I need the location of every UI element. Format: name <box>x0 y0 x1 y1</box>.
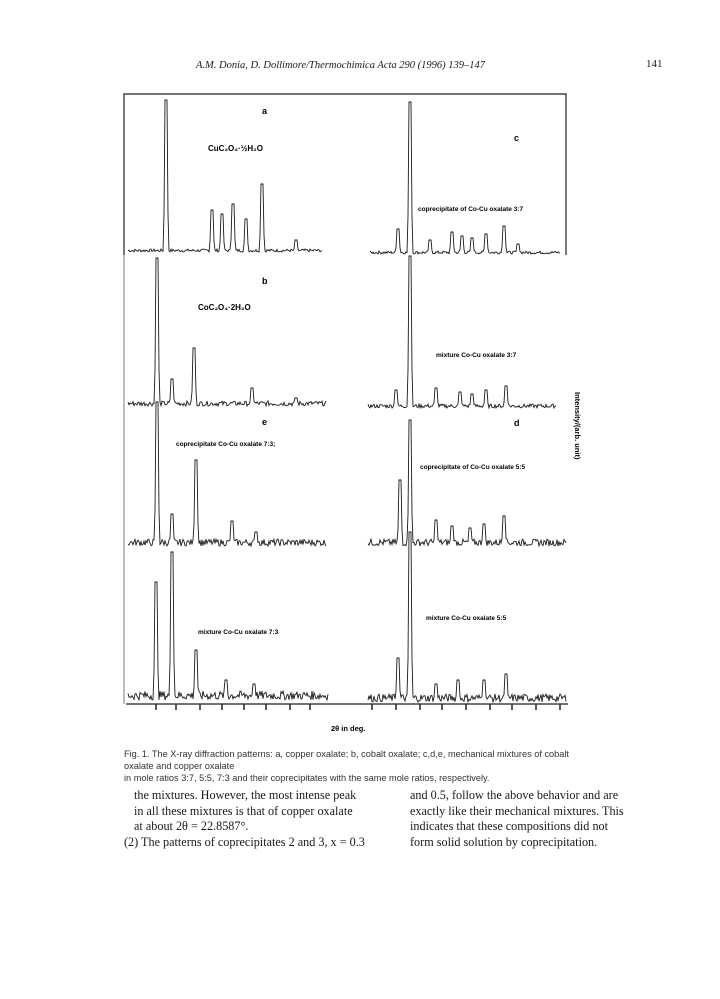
figure-caption <box>124 748 598 784</box>
page-number: 141 <box>646 58 663 70</box>
panel-label-mixture-7-3: mixture Co-Cu oxalate 7:3 <box>198 629 279 636</box>
trace-c <box>370 102 560 254</box>
x-axis-ticks <box>156 704 560 710</box>
figure-frame <box>124 94 566 255</box>
panel-label-d: coprecipitate of Co-Cu oxalate 5:5 <box>420 464 526 471</box>
panel-label-c: coprecipitate of Co-Cu oxalate 3:7 <box>418 206 524 213</box>
body-line: the mixtures. However, the most intense peak <box>134 788 357 802</box>
trace-mix73 <box>128 552 328 700</box>
body-line: in all these mixtures is that of copper oxalate <box>134 803 353 818</box>
body-line: and 0.5, follow the above behavior and are <box>410 788 619 802</box>
trace-b <box>128 258 326 406</box>
body-right-column <box>410 788 642 850</box>
running-head: A.M. Donia, D. Dollimore/Thermochimica Acta 290 (1996) 139–147 <box>196 60 486 71</box>
panel-letter-c: c <box>514 133 520 143</box>
body-line: form solid solution by coprecipitation. <box>410 834 598 849</box>
body-line: indicates that these compositions did not <box>410 819 609 833</box>
panel-letter-b: b <box>262 276 268 286</box>
trace-a <box>128 100 322 252</box>
y-side-label: Intensity/(arb. unit) <box>573 392 582 460</box>
panel-letter-a: a <box>262 106 268 116</box>
panel-label-mixture-5-5: mixture Co-Cu oxalate 5:5 <box>426 615 507 622</box>
panel-label-e: coprecipitate Co-Cu oxalate 7:3; <box>176 441 276 448</box>
diffraction-traces <box>128 100 566 702</box>
panel-label-b: CoC₂O₄·2H₂O <box>198 303 251 312</box>
trace-d <box>368 420 566 546</box>
caption-line-1: Fig. 1. The X-ray diffraction patterns: a, copper oxalate; b, cobalt oxalate; c,d,e, mechanical mixtures of cobalt oxalate and copper oxalate <box>124 749 569 771</box>
x-axis-label: 2θ in deg. <box>331 724 366 733</box>
body-left-column <box>124 788 365 850</box>
body-line: exactly like their mechanical mixtures. This <box>410 803 624 818</box>
body-line: at about 2θ = 22.8587°. <box>134 819 249 833</box>
panel-label-a: CuC₂O₄·½H₂O <box>208 144 263 153</box>
body-line: (2) The patterns of coprecipitates 2 and 3, x = 0.3 <box>124 834 365 849</box>
caption-line-2: in mole ratios 3:7, 5:5, 7:3 and their coprecipitates with the same mole ratios, respectively. <box>124 773 490 783</box>
panel-letter-d: d <box>514 418 520 428</box>
trace-mix37 <box>368 256 556 408</box>
panel-letter-e: e <box>262 417 268 427</box>
panel-label-mixture-3-7: mixture Co-Cu oxalate 3:7 <box>436 352 517 359</box>
trace-e <box>128 402 326 546</box>
